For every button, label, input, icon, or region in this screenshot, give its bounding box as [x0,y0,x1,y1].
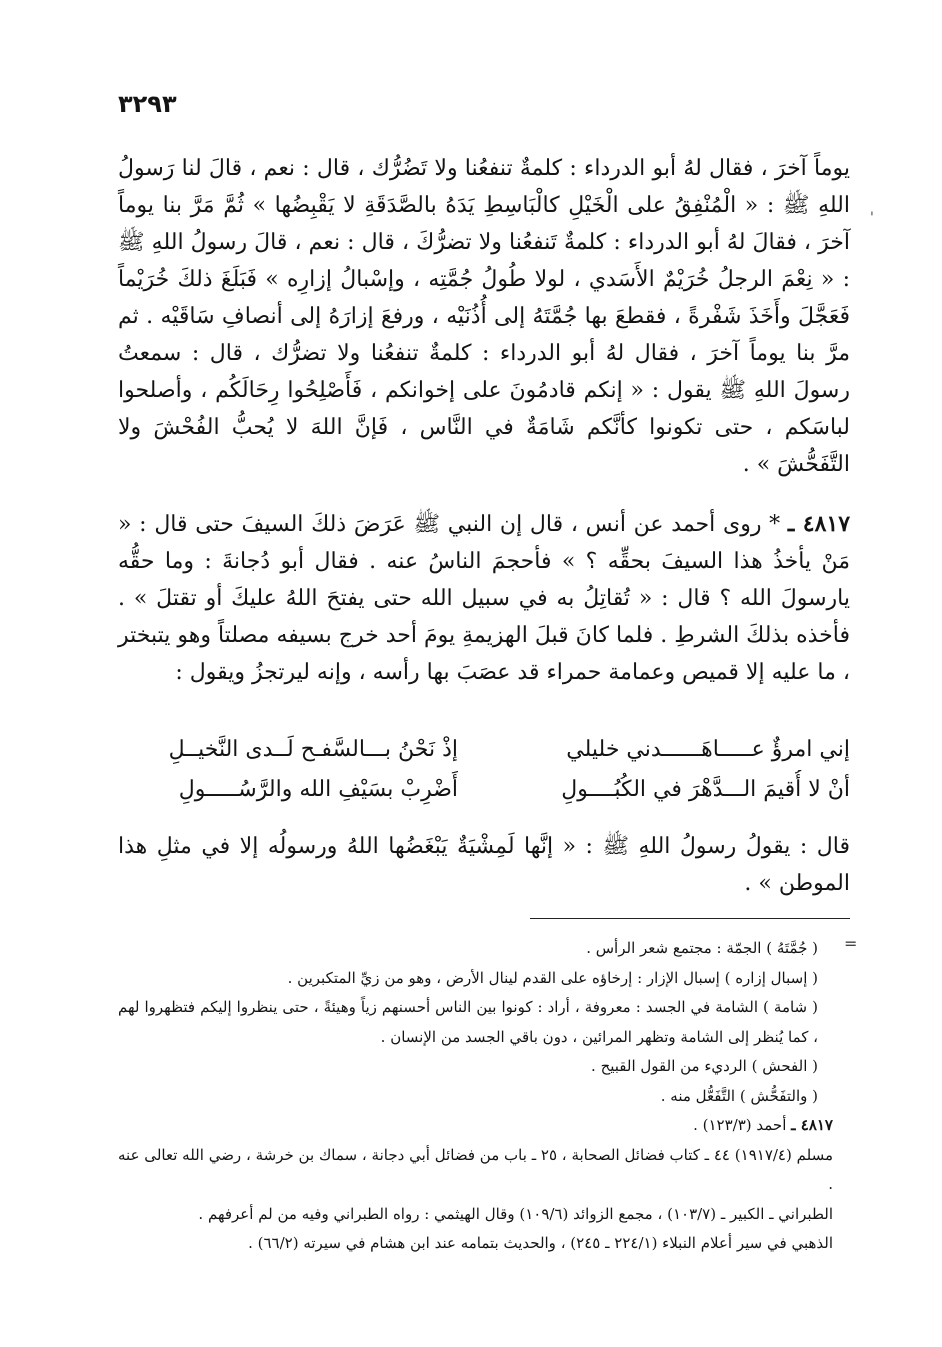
footnote-item: ( الفحش ) الرديء من القول القبيح . [591,1057,818,1075]
reference-text: أحمد (١٢٣/٣) . [693,1116,787,1134]
poetry-verse [118,730,850,810]
verse-second-half: أَضْرِبْ بسَيْفِ الله والرَّسُـــــولِ [178,777,458,802]
hadith-4816-continuation: يوماً آخرَ ، فقال لهُ أبو الدرداء : كلمةٌ تنفعُنا ولا تَضُرُّك ، قال : نعم ، قالَ لنا رَسولُ اللهِ ﷺ : « الْمُنْفِقُ على الْخَيْلِ كالْبَاسِطِ يَدَهُ بالصَّدَقَةِ لا يَقْبِضُها » ثُمَّ مَرَّ بنا يوماً آخرَ ، فقالَ لهُ أبو الدرداء : كلمةٌ تَنفعُنا ولا تضرُّكَ ، قال : نعم ، قالَ رسولُ اللهِ ﷺ : « نِعْمَ الرجلُ خُرَيْمٌ الأَسَدي ، لولا طُولُ جُمَّتِه ، وإسْبالُ إزارِه » فَبَلَغَ ذلكَ خُرَيْماً فَعَجَّلَ وأَخَذَ شَفْرةً ، فقطعَ بها جُمَّتَهُ إلى أُذُنَيْه ، ورفعَ إزارَهُ إلى أنصافِ سَاقَيْه . ثم مرَّ بنا يوماً آخرَ ، فقال لهُ أبو الدرداء : كلمةٌ تنفعُنا ولا تضرُّك ، قال : سمعتُ رسولَ اللهِ ﷺ يقول : « إنكم قادمُونَ على إخوانكم ، فَأَصْلِحُوا رِحَالَكُم ، وأصلحوا لباسَكم ، حتى تكونوا كأنَّكم شَامَةٌ في النَّاس ، فَإنَّ اللهَ لا يُحبُّ الفُحْشَ ولا التَّفَحُّشَ » . [118,156,850,477]
footnote-reference [118,1111,833,1141]
hadith-4817-ending: قال : يقولُ رسولُ اللهِ ﷺ : « إنَّها لَمِشْيَةٌ يَبْغَضُها اللهُ ورسولُه إلا في مثلِ هذا الموطن » . [118,834,850,896]
footnote-item: ( جُمَّتَهُ ) الجمّة : مجتمع شعر الرأس . [586,939,818,957]
verse-first-half: أنْ لا أُقيمَ الـــدَّهْرَ في الكُبُــــولِ [561,777,850,802]
footnote-reference: الذهبي في سير أعلام النبلاء (٢٢٤/١ ـ ٢٤٥) ، والحديث بتمامه عند ابن هشام في سيرته (٦٦/٢) . [248,1234,833,1252]
footnotes [118,934,833,1259]
footnote-reference: مسلم (١٩١٧/٤) ٤٤ ـ كتاب فضائل الصحابة ، ٢٥ ـ باب من فضائل أبي دجانة ، سماك بن خرشة ، رضي الله تعالى عنه . [118,1145,834,1193]
reference-number: ٤٨١٧ ـ [791,1116,833,1134]
continuation-mark: = [844,934,858,953]
footnote-divider [530,918,850,919]
hadith-text: * روى أحمد عن أنس ، قال إن النبي ﷺ عَرَضَ ذلكَ السيفَ حتى قال : « مَنْ يأخذُ هذا السيفَ بحقِّه ؟ » فأحجمَ الناسُ عنه . فقال أبو دُجانةَ : وما حقُّه يارسولَ الله ؟ قال : « تُقاتِلُ به في سبيل الله حتى يفتحَ اللهُ عليكَ أو تقتلَ » . فأخذه بذلكَ الشرطِ . فلما كانَ قبلَ الهزيمةِ يومَ أحد خرج بسيفه مصلتاً وهو يتبختر ، ما عليه إلا قميص وعمامة حمراء قد عصَبَ بها رأسه ، وإنه ليرتجزُ ويقول : [118,512,850,685]
footnote-item: ( شامة ) الشامة في الجسد : معروفة ، أراد : كونوا بين الناس أحسنهم زياً وهيئةً ، حتى ينظروا إليكم فتظهروا لهم ، كما يُنظر إلى الشامة وتظهر المرائين ، دون باقي الجسد من الإنسان . [118,998,818,1046]
verse-line [118,770,850,810]
margin-mark: ' [870,210,874,226]
footnote-item: ( والتفَحُّش ) التَّفَعُّل منه . [660,1086,818,1105]
footnote-reference: الطبراني ـ الكبير ـ (١٠٣/٧) ، مجمع الزوائد (١٠٩/٦) وقال الهيثمي : رواه الطبراني وفيه من لم أعرفهم . [198,1204,833,1223]
verse-first-half: إني امرؤٌ عـــــاهَــــــدني خليلي [566,737,850,762]
verse-second-half: إذْ نَحْنُ بـــالسَّفـح لَــدى النَّخيــلِ [168,737,458,762]
page-number: ٣٢٩٣ [118,90,177,118]
verse-line [118,730,850,770]
hadith-4817 [118,506,850,691]
footnote-item: ( إسبال إزاره ) إسبال الإزار : إرخاؤه على القدم لينال الأرض ، وهو من زيِّ المتكبرين . [287,968,818,987]
hadith-number: ٤٨١٧ ـ [787,511,851,537]
